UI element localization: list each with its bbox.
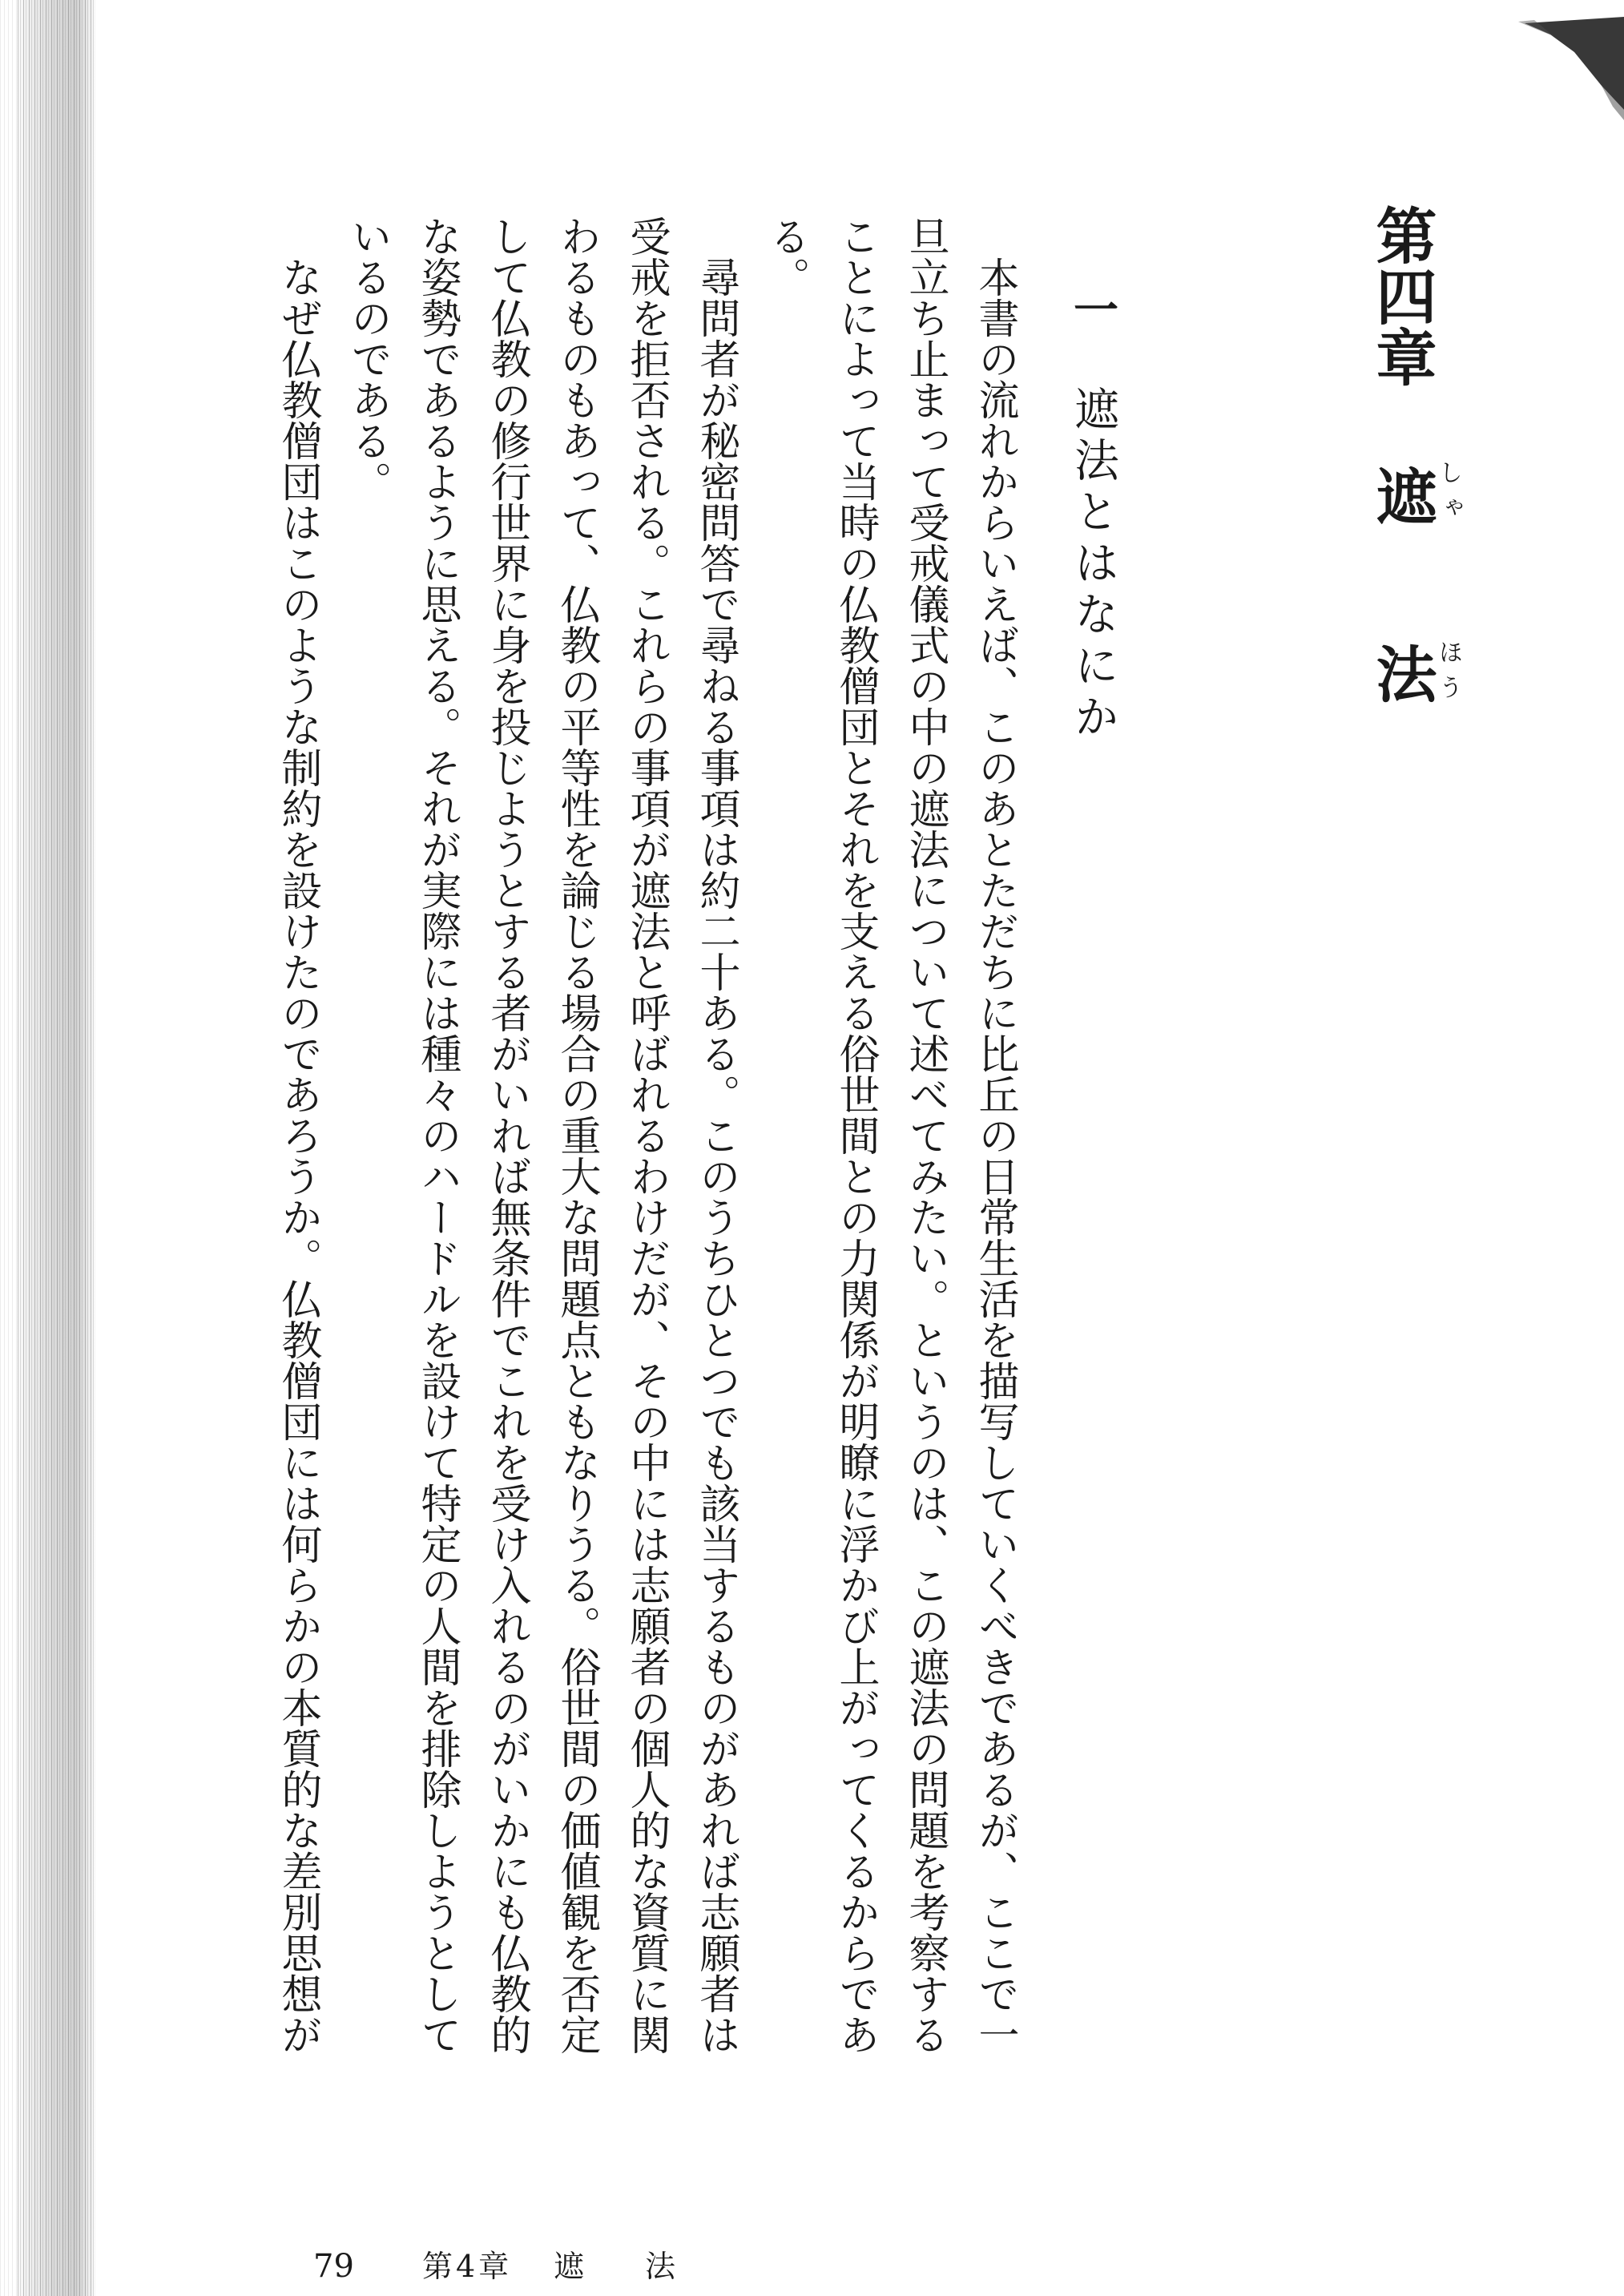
chapter-title-reading: ほう — [1434, 640, 1462, 710]
text-line: して仏教の修行世界に身を投じようとする者がいれば無条件でこれを受け入れるのがいかにも仏教的 — [483, 216, 530, 2055]
text-line: 受戒を拒否される。これらの事項が遮法と呼ばれるわけだが、その中には志願者の個人的な資質に関 — [623, 216, 670, 2055]
chapter-title-char: 遮 — [1366, 465, 1437, 526]
text-line: ことによって当時の仏教僧団とそれを支える俗世間との力関係が明瞭に浮かび上がってくるからであ — [832, 216, 879, 2055]
text-line: 尋問者が秘密問答で尋ねる事項は約二十ある。このうちひとつでも該当するものがあれば志願者は — [692, 256, 739, 2055]
section-title: 遮法とはなにか — [1067, 385, 1119, 744]
chapter-label: 第四章 — [1366, 204, 1437, 387]
running-chapter-label: 第4章 — [422, 2249, 513, 2284]
text-line: 旦立ち止まって受戒儀式の中の遮法について述べてみたい。というのは、この遮法の問題を考察する — [901, 216, 949, 2055]
section-number: 一 — [1066, 286, 1119, 331]
page-number: 79 — [313, 2248, 354, 2285]
text-line: 本書の流れからいえば、このあとただちに比丘の日常生活を描写していくべきであるが、ここで一 — [971, 256, 1018, 2055]
chapter-title-char: 法 — [1366, 643, 1437, 704]
chapter-title-reading: しゃ — [1434, 460, 1462, 531]
text-line: る。 — [762, 216, 809, 297]
text-line: なぜ仏教僧団はこのような制約を設けたのであろうか。仏教僧団には何らかの本質的な差別思想が — [274, 256, 321, 2055]
text-line: わるものもあって、仏教の平等性を論じる場合の重大な問題点ともなりうる。俗世間の価値観を否定 — [553, 216, 600, 2055]
text-line: な姿勢であるように思える。それが実際には種々のハードルを設けて特定の人間を排除しようとして — [413, 216, 461, 2055]
text-line: いるのである。 — [344, 216, 391, 502]
scan-gutter-shadow — [18, 0, 96, 2296]
scan-corner-shadow — [1518, 12, 1624, 120]
running-title: 遮 法 — [554, 2249, 676, 2284]
scan-gutter-edge — [0, 0, 18, 2296]
